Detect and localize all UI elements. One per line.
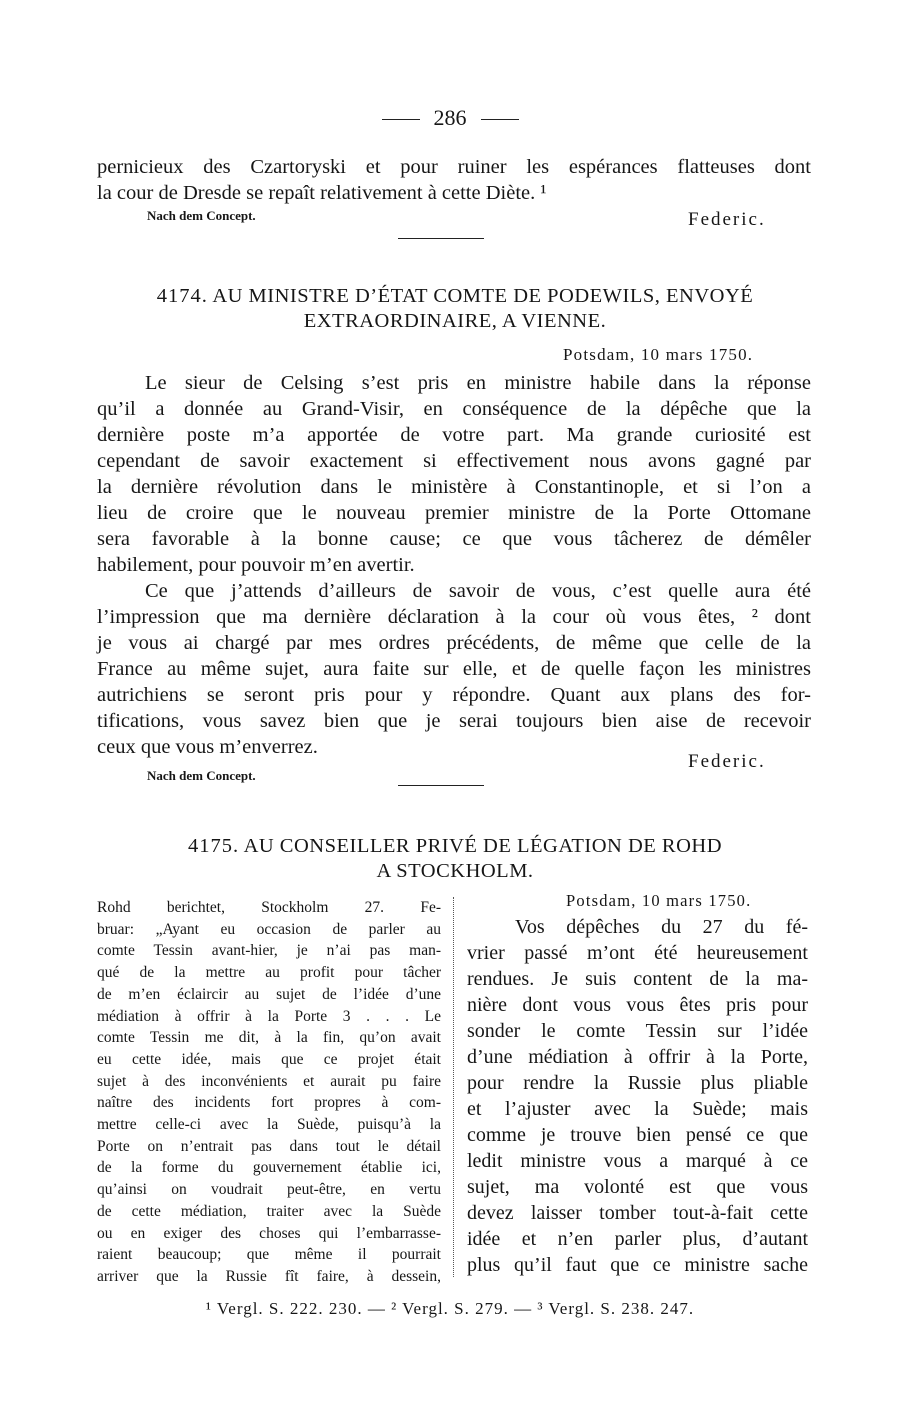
reply-line: plus qu’il faut que ce ministre sache [467, 1254, 808, 1276]
reply-line: vrier passé m’ont été heureusement [467, 942, 808, 964]
report-line: naître des incidents fort propres à com- [97, 1094, 441, 1112]
report-line: qué de la mettre au profit pour tâcher [97, 964, 441, 982]
reply-line: rendues. Je suis content de la ma- [467, 968, 808, 990]
body-line: tifications, vous savez bien que je serai toujours bien aise de recevoir [97, 710, 811, 732]
reply-column [467, 914, 808, 1278]
body-line: lieu de croire que le nouveau premier ministre de la Porte Ottomane [97, 502, 811, 524]
body-line: autrichiens se seront pris pour y répondre. Quant aux plans des for- [97, 684, 811, 706]
letter-4175-dateline: Potsdam, 10 mars 1750. [566, 891, 752, 910]
section-divider [398, 785, 484, 786]
body-line: Le sieur de Celsing s’est pris en ministre habile dans la réponse [145, 372, 811, 394]
report-line: bruar: „Ayant eu occasion de parler au [97, 920, 441, 938]
reply-line: sujet, ma volonté est que vous [467, 1176, 808, 1198]
heading-title: AU CONSEILLER PRIVÉ DE LÉGATION DE ROHD [243, 835, 723, 857]
report-summary-column [97, 897, 441, 1288]
report-line: ou en exiger des choses qui l’embarrasse- [97, 1224, 441, 1242]
report-line: arriver que la Russie fît faire, à dessein, [97, 1267, 441, 1285]
reply-line: nière dont vous vous êtes pris pour [467, 994, 808, 1016]
dash-left [382, 119, 420, 120]
report-line: Porte on n’entrait pas dans tout le détail [97, 1137, 441, 1155]
body-line: dernière poste m’a apportée de votre part. Ma grande curiosité est [97, 424, 811, 446]
intro-line: pernicieux des Czartoryski et pour ruiner les espérances flatteuses dont [97, 156, 811, 178]
section-divider [398, 238, 484, 239]
report-line: de m’en éclaircir au sujet de l’idée d’une [97, 985, 441, 1003]
body-line: France au même sujet, aura faite sur elle, et de quelle façon les ministres [97, 658, 811, 680]
report-line: Rohd berichtet, Stockholm 27. Fe- [97, 899, 441, 916]
letter-4174-paragraph-2 [97, 578, 811, 760]
intro-source-note: Nach dem Concept. [147, 208, 256, 223]
report-line: comte Tessin avant-hier, je n’ai pas man- [97, 942, 441, 960]
body-line: l’impression que ma dernière déclaration à la cour où vous êtes, ² dont [97, 606, 811, 628]
report-line: qu’ainsi on voudrait peut-être, en vertu [97, 1181, 441, 1199]
body-line: ceux que vous m’enverrez. [97, 736, 318, 758]
page-number-header [0, 104, 900, 132]
intro-paragraph [97, 154, 811, 206]
body-line: sera favorable à la bonne cause; ce que vous tâcherez de démêler [97, 528, 811, 550]
page-number: 286 [433, 105, 467, 130]
reply-line: devez laisser tomber tout-à-fait cette [467, 1202, 808, 1224]
heading-title: AU MINISTRE D’ÉTAT COMTE DE PODEWILS, ENVOYÉ [212, 285, 754, 307]
reply-line: idée et n’en parler plus, d’autant [467, 1228, 808, 1250]
reply-line: d’une médiation à offrir à la Porte, [467, 1046, 808, 1068]
body-line: habilement, pour pouvoir m’en avertir. [97, 554, 415, 576]
heading-line: A STOCKHOLM. [376, 860, 534, 882]
report-line: eu cette idée, mais que ce projet était [97, 1050, 441, 1068]
reply-line: pour rendre la Russie plus pliable [467, 1072, 808, 1094]
intro-line: la cour de Dresde se repaît relativement à cette Diète. ¹ [97, 182, 547, 204]
body-line: je vous ai chargé par mes ordres précédents, de même que celle de la [97, 632, 811, 654]
letter-4174-source-note: Nach dem Concept. [147, 768, 256, 783]
report-line: de la forme du gouvernement établie ici, [97, 1159, 441, 1177]
letter-4175-heading [97, 834, 813, 884]
reply-line: Vos dépêches du 27 du fé- [515, 916, 808, 938]
heading-line [97, 834, 813, 859]
letter-4174-heading [97, 284, 813, 334]
report-line: mettre celle-ci avec la Suède, puisqu’à la [97, 1116, 441, 1134]
heading-line [97, 284, 813, 309]
body-line: Ce que j’attends d’ailleurs de savoir de vous, c’est quelle aura été [145, 580, 811, 602]
letter-number: 4175. [187, 835, 240, 857]
body-line: la dernière révolution dans le ministère à Constantinople, et si l’on a [97, 476, 811, 498]
letter-number: 4174. [156, 285, 208, 307]
letter-4174-dateline: Potsdam, 10 mars 1750. [563, 345, 754, 364]
report-line: de cette médiation, traiter avec la Suède [97, 1202, 441, 1220]
report-line: comte Tessin me dit, à la fin, qu’on avait [97, 1029, 441, 1047]
reply-line: comme je trouve bien pensé ce que [467, 1124, 808, 1146]
reply-line: et l’ajuster avec la Suède; mais [467, 1098, 808, 1120]
report-line: raient beaucoup; que même il pourrait [97, 1246, 441, 1264]
body-line: cependant de savoir exactement si effectivement nous avons gagné par [97, 450, 811, 472]
dash-right [481, 119, 519, 120]
letter-4174-signature: Federic. [688, 751, 766, 772]
footnotes: ¹ Vergl. S. 222. 230. — ² Vergl. S. 279. — ³ Vergl. S. 238. 247. [205, 1299, 695, 1318]
report-line: sujet à des inconvénients et aurait pu faire [97, 1072, 441, 1090]
reply-line: ledit ministre vous a marqué à ce [467, 1150, 808, 1172]
body-line: qu’il a donnée au Grand-Visir, en conséquence de la dépêche que la [97, 398, 811, 420]
column-divider [453, 897, 454, 1277]
reply-line: sonder le comte Tessin sur l’idée [467, 1020, 808, 1042]
letter-4174-paragraph-1 [97, 370, 811, 578]
report-line: médiation à offrir à la Porte 3 . . . Le [97, 1007, 441, 1025]
heading-line: EXTRAORDINAIRE, A VIENNE. [303, 310, 607, 332]
intro-signature: Federic. [688, 209, 766, 230]
